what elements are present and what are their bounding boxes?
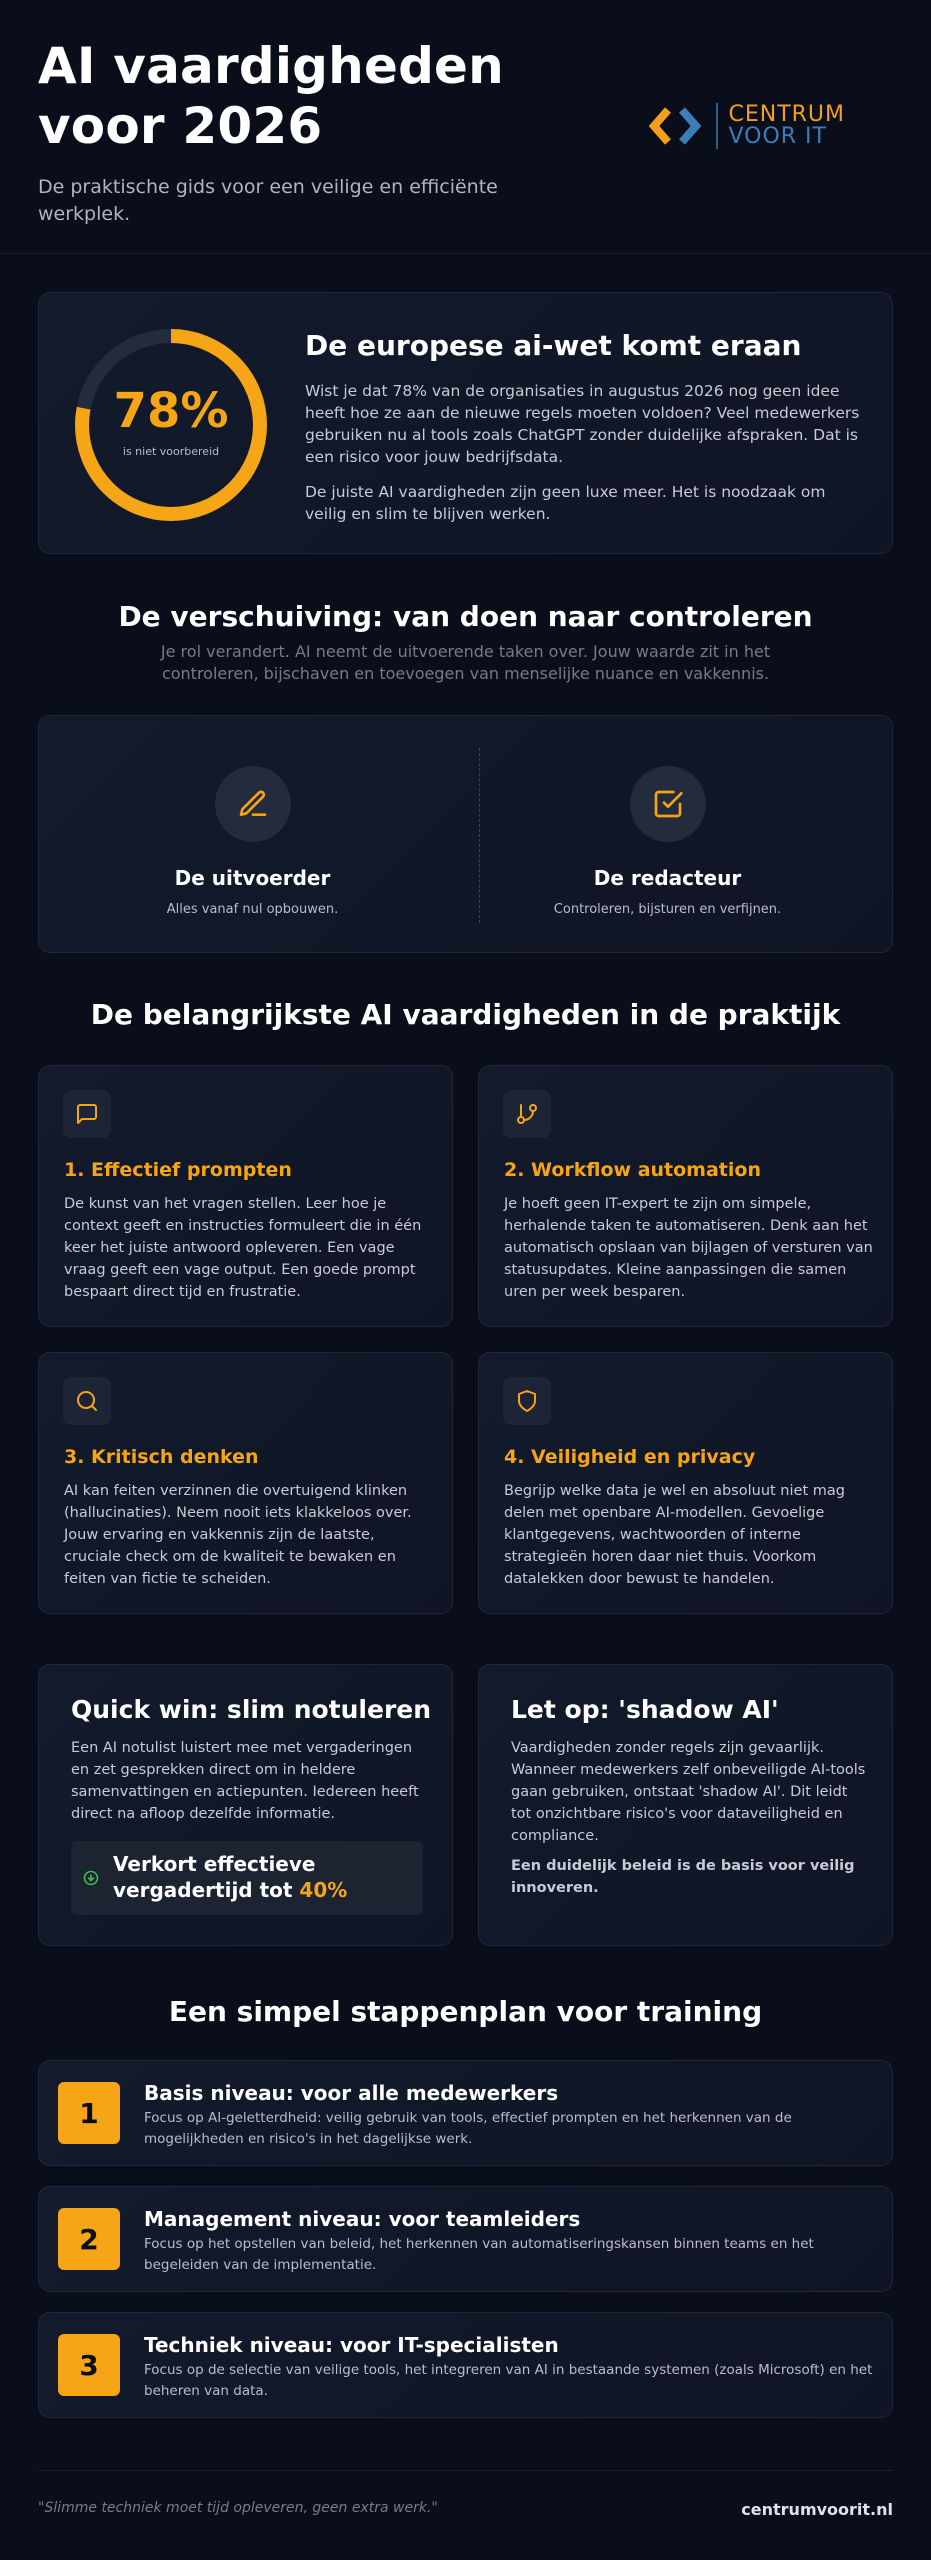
ai-act-card	[38, 292, 893, 554]
percentage-ring	[71, 325, 271, 525]
logo	[646, 103, 845, 149]
skill-icon-box	[63, 1090, 111, 1138]
role-editor	[454, 766, 881, 917]
shadow-ai-text: Vaardigheden zonder regels zijn gevaarlijk. Wanneer medewerkers zelf onbeveiligde AI-tools gaan gebruiken, ontstaat 'shadow AI'. Dit leidt tot onzichtbare risico's voor dataveiligheid en compliance.	[511, 1740, 866, 1844]
arrow-down-circle-icon	[83, 1870, 99, 1886]
editor-title: De redacteur	[593, 866, 742, 890]
step-text: Focus op AI-geletterdheid: veilig gebruik van tools, effectief prompten en het herkennen van de mogelijkheden en risico's in het dagelijkse werk.	[144, 2110, 792, 2147]
step-title: Basis niveau: voor alle medewerkers	[144, 2081, 559, 2105]
logo-line-1: CENTRUM	[728, 102, 845, 127]
header	[38, 0, 893, 255]
logo-text	[728, 104, 845, 148]
step-title: Management niveau: voor teamleiders	[144, 2207, 581, 2231]
quick-win-title: Quick win: slim notuleren	[71, 1695, 432, 1724]
search-icon	[75, 1389, 99, 1413]
page-subtitle: De praktische gids voor een veilige en efficiënte werkplek.	[38, 176, 498, 225]
shadow-ai-bold-text: Een duidelijk beleid is de basis voor veilig innoveren.	[511, 1858, 855, 1896]
highlight-label: Verkort effectieve vergadertijd tot	[113, 1852, 316, 1902]
footer-quote: "Slimme techniek moet tijd opleveren, geen extra werk."	[38, 2500, 438, 2516]
step-text: Focus op de selectie van veilige tools, het integreren van AI in bestaande systemen (zoals Microsoft) en het beheren van data.	[144, 2362, 873, 2399]
step-number: 3	[58, 2334, 120, 2396]
skill-icon-box	[503, 1090, 551, 1138]
skill-title: 1. Effectief prompten	[64, 1159, 292, 1181]
shift-card	[38, 715, 893, 953]
skill-icon-box	[63, 1377, 111, 1425]
percentage-value: 78%	[113, 383, 229, 439]
quick-win-highlight	[71, 1841, 423, 1915]
step-number: 2	[58, 2208, 120, 2270]
footer-website-link[interactable]: centrumvoorit.nl	[741, 2500, 893, 2519]
footer-divider	[38, 2470, 893, 2471]
percentage-label: is niet voorbereid	[122, 445, 220, 458]
shadow-ai-title: Let op: 'shadow AI'	[511, 1695, 779, 1724]
shift-title: De verschuiving: van doen naar controleren	[118, 600, 813, 633]
skill-title: 4. Veiligheid en privacy	[504, 1446, 756, 1468]
skill-text: Begrijp welke data je wel en absoluut niet mag delen met openbare AI-modellen. Gevoelige klantgegevens, wachtwoorden of interne strategieën horen daar niet thuis. Voorkom datalekken door bewust te handelen.	[504, 1483, 845, 1587]
logo-chevrons-icon	[646, 104, 706, 148]
executor-title: De uitvoerder	[174, 866, 331, 890]
header-divider	[0, 253, 931, 254]
skill-icon-box	[503, 1377, 551, 1425]
git-branch-icon	[515, 1102, 539, 1126]
skill-title: 3. Kritisch denken	[64, 1446, 259, 1468]
skill-title: 2. Workflow automation	[504, 1159, 761, 1181]
skill-text: De kunst van het vragen stellen. Leer hoe je context geeft en instructies formuleert die in één keer het juiste antwoord opleveren. Een vage vraag geeft een vage output. Een goede prompt bespaart direct tijd en frustratie.	[64, 1196, 422, 1300]
chat-icon	[75, 1102, 99, 1126]
shield-icon	[515, 1389, 539, 1413]
skill-card-workflow	[478, 1065, 893, 1327]
editor-icon-circle	[630, 766, 706, 842]
logo-line-2: VOOR IT	[728, 124, 827, 149]
skill-card-critical-thinking	[38, 1352, 453, 1614]
step-title: Techniek niveau: voor IT-specialisten	[144, 2333, 559, 2357]
step-text: Focus op het opstellen van beleid, het herkennen van automatiseringskansen binnen teams en het begeleiden van de implementatie.	[144, 2236, 814, 2273]
skill-card-prompting	[38, 1065, 453, 1327]
step-card-3	[38, 2312, 893, 2418]
ai-act-paragraph-2: De juiste AI vaardigheden zijn geen luxe meer. Het is noodzaak om veilig en slim te blijven werken.	[305, 483, 826, 523]
checkbox-icon	[652, 788, 684, 820]
skill-text: AI kan feiten verzinnen die overtuigend klinken (hallucinaties). Neem nooit iets klakkeloos over. Jouw ervaring en vakkennis zijn de laatste, cruciale check om de kwaliteit te bewaken en feiten van fictie te scheiden.	[64, 1483, 412, 1587]
step-number: 1	[58, 2082, 120, 2144]
page-title: AI vaardigheden voor 2026	[38, 37, 504, 155]
step-card-2	[38, 2186, 893, 2292]
step-card-1	[38, 2060, 893, 2166]
skill-text: Je hoeft geen IT-expert te zijn om simpele, herhalende taken te automatiseren. Denk aan het automatisch opslaan van bijlagen of versturen van statusupdates. Kleine aanpassingen die samen uren per week besparen.	[504, 1196, 873, 1300]
quick-win-card	[38, 1664, 453, 1946]
highlight-value: 40%	[299, 1878, 348, 1902]
executor-text: Alles vanaf nul opbouwen.	[166, 902, 339, 917]
quick-win-highlight-text	[113, 1851, 413, 1903]
ai-act-text	[305, 329, 865, 538]
skill-card-security	[478, 1352, 893, 1614]
ai-act-paragraph-1: Wist je dat 78% van de organisaties in augustus 2026 nog geen idee heeft hoe ze aan de nieuwe regels moeten voldoen? Veel medewerkers gebruiken nu al tools zoals ChatGPT zonder duidelijke afspraken. Dat is een risico voor jouw bedrijfsdata.	[305, 382, 860, 466]
shift-subtitle: Je rol verandert. AI neemt de uitvoerende taken over. Jouw waarde zit in het controleren, bijschaven en toevoegen van menselijke nuance en vakkennis.	[160, 642, 771, 683]
logo-separator	[716, 103, 718, 149]
role-executor	[39, 766, 466, 917]
executor-icon-circle	[215, 766, 291, 842]
shadow-ai-card	[478, 1664, 893, 1946]
quick-win-text: Een AI notulist luistert mee met vergaderingen en zet gesprekken direct om in heldere samenvattingen en actiepunten. Iedereen heeft direct na afloop dezelfde informatie.	[71, 1740, 419, 1822]
ai-act-heading: De europese ai-wet komt eraan	[305, 329, 802, 362]
editor-text: Controleren, bijsturen en verfijnen.	[553, 902, 782, 917]
steps-title: Een simpel stappenplan voor training	[168, 1995, 763, 2028]
skills-title: De belangrijkste AI vaardigheden in de praktijk	[90, 998, 841, 1031]
pen-icon	[237, 788, 269, 820]
